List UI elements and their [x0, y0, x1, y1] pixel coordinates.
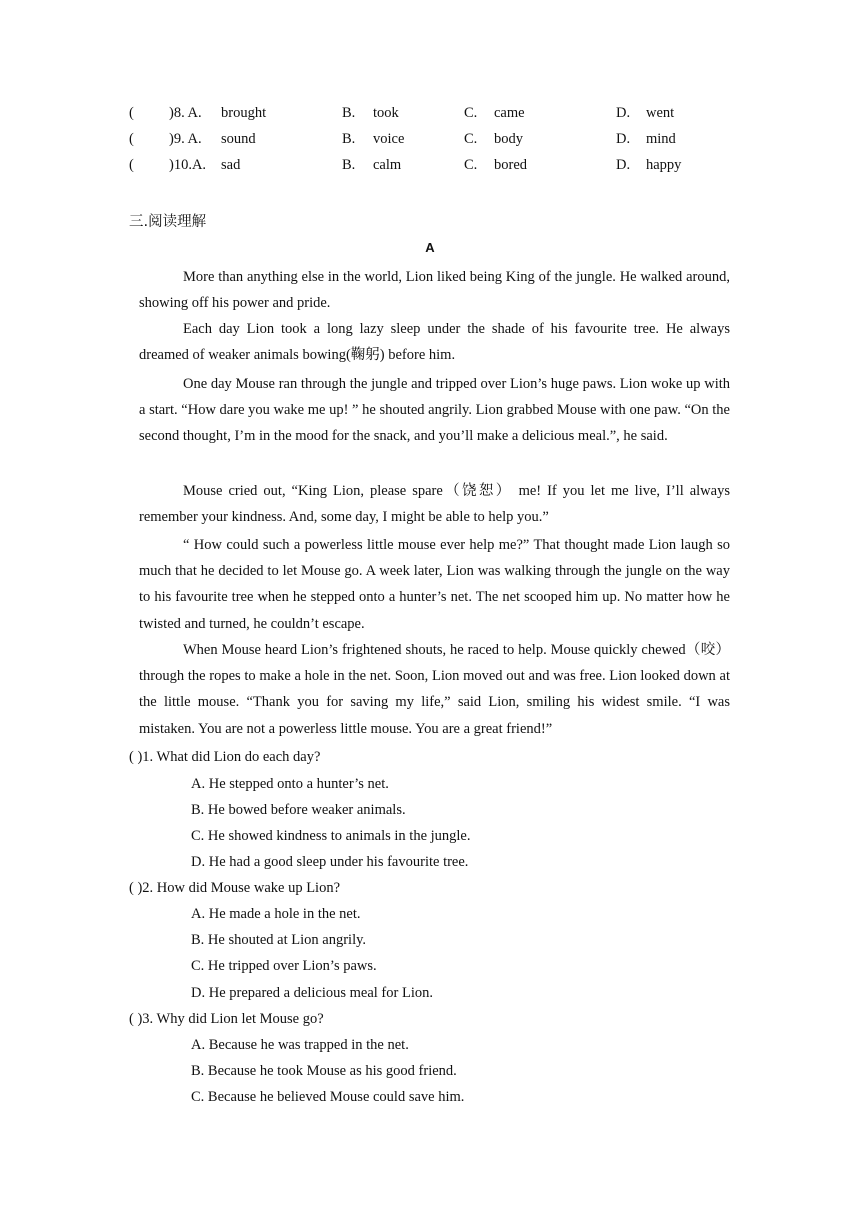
option-d-label: D. — [616, 105, 631, 121]
question-option: D. He had a good sleep under his favourite tree. — [191, 854, 469, 870]
passage-paragraph: One day Mouse ran through the jungle and tripped over Lion’s huge paws. Lion woke up with a start. “How dare you wake me up! ” he shouted angrily. Lion grabbed Mouse with one paw. “On the second thought, I’m in the mood for the snack, and you’ll make a delicious meal.”, he said. — [139, 376, 730, 445]
option-a: sound — [221, 131, 256, 147]
question-option: A. He stepped onto a hunter’s net. — [191, 776, 389, 792]
passage-paragraph: More than anything else in the world, Lion liked being King of the jungle. He walked around, showing off his power and pride. — [139, 269, 730, 312]
passage-paragraph: Each day Lion took a long lazy sleep under the shade of his favourite tree. He always dreamed of weaker animals bowing(鞠躬) before him. — [139, 321, 730, 364]
option-c: body — [494, 131, 523, 147]
answer-paren: ( — [129, 105, 134, 121]
question-option: D. He prepared a delicious meal for Lion. — [191, 985, 433, 1001]
section-title: 三.阅读理解 — [129, 214, 207, 230]
cloze-row — [129, 103, 749, 123]
question-option: A. Because he was trapped in the net. — [191, 1037, 409, 1053]
question-option: B. He bowed before weaker animals. — [191, 802, 406, 818]
option-c: came — [494, 105, 525, 121]
option-b: calm — [373, 157, 402, 173]
option-c: bored — [494, 157, 528, 173]
question-number: )9. A. — [169, 131, 202, 147]
answer-paren: ( — [129, 157, 134, 173]
question-stem: ( )2. How did Mouse wake up Lion? — [129, 880, 341, 896]
option-b: took — [373, 105, 399, 121]
option-c-label: C. — [464, 131, 478, 147]
question-option: C. He tripped over Lion’s paws. — [191, 958, 377, 974]
option-b-label: B. — [342, 131, 356, 147]
option-d: went — [646, 105, 675, 121]
option-c-label: C. — [464, 157, 478, 173]
option-b-label: B. — [342, 105, 356, 121]
option-a: brought — [221, 105, 267, 121]
option-d-label: D. — [616, 131, 631, 147]
question-option: C. He showed kindness to animals in the jungle. — [191, 828, 471, 844]
cloze-row — [129, 129, 749, 149]
option-d: happy — [646, 157, 682, 173]
question-stem: ( )1. What did Lion do each day? — [129, 749, 321, 765]
question-option: C. Because he believed Mouse could save him. — [191, 1089, 465, 1105]
passage-paragraph: “ How could such a powerless little mouse ever help me?” That thought made Lion laugh so much that he decided to let Mouse go. A week later, Lion was walking through the jungle on the way to his favourite tree when he stepped onto a hunter’s net. The net scooped him up. No matter how he twisted and turned, he couldn’t escape. — [139, 537, 730, 632]
question-number: )10.A. — [169, 157, 207, 173]
answer-paren: ( — [129, 131, 134, 147]
option-b: voice — [373, 131, 405, 147]
question-option: B. Because he took Mouse as his good friend. — [191, 1063, 457, 1079]
question-stem: ( )3. Why did Lion let Mouse go? — [129, 1011, 324, 1027]
question-option: A. He made a hole in the net. — [191, 906, 361, 922]
passage-paragraph: When Mouse heard Lion’s frightened shouts, he raced to help. Mouse quickly chewed（咬）through the ropes to make a hole in the net. Soon, Lion moved out and was free. Lion looked down at the little mouse. “Thank you for saving my life,” said Lion, smiling his widest smile. “I was mistaken. You are not a powerless little mouse. You are a great friend!” — [139, 642, 730, 737]
option-a: sad — [221, 157, 241, 173]
passage-letter: A — [425, 240, 435, 255]
option-d-label: D. — [616, 157, 631, 173]
passage-paragraph: Mouse cried out, “King Lion, please spare（饶恕） me! If you let me live, I’ll always remember your kindness. And, some day, I might be able to help you.” — [139, 483, 730, 526]
option-c-label: C. — [464, 105, 478, 121]
question-option: B. He shouted at Lion angrily. — [191, 932, 367, 948]
question-number: )8. A. — [169, 105, 202, 121]
option-b-label: B. — [342, 157, 356, 173]
option-d: mind — [646, 131, 676, 147]
cloze-row — [129, 155, 749, 175]
